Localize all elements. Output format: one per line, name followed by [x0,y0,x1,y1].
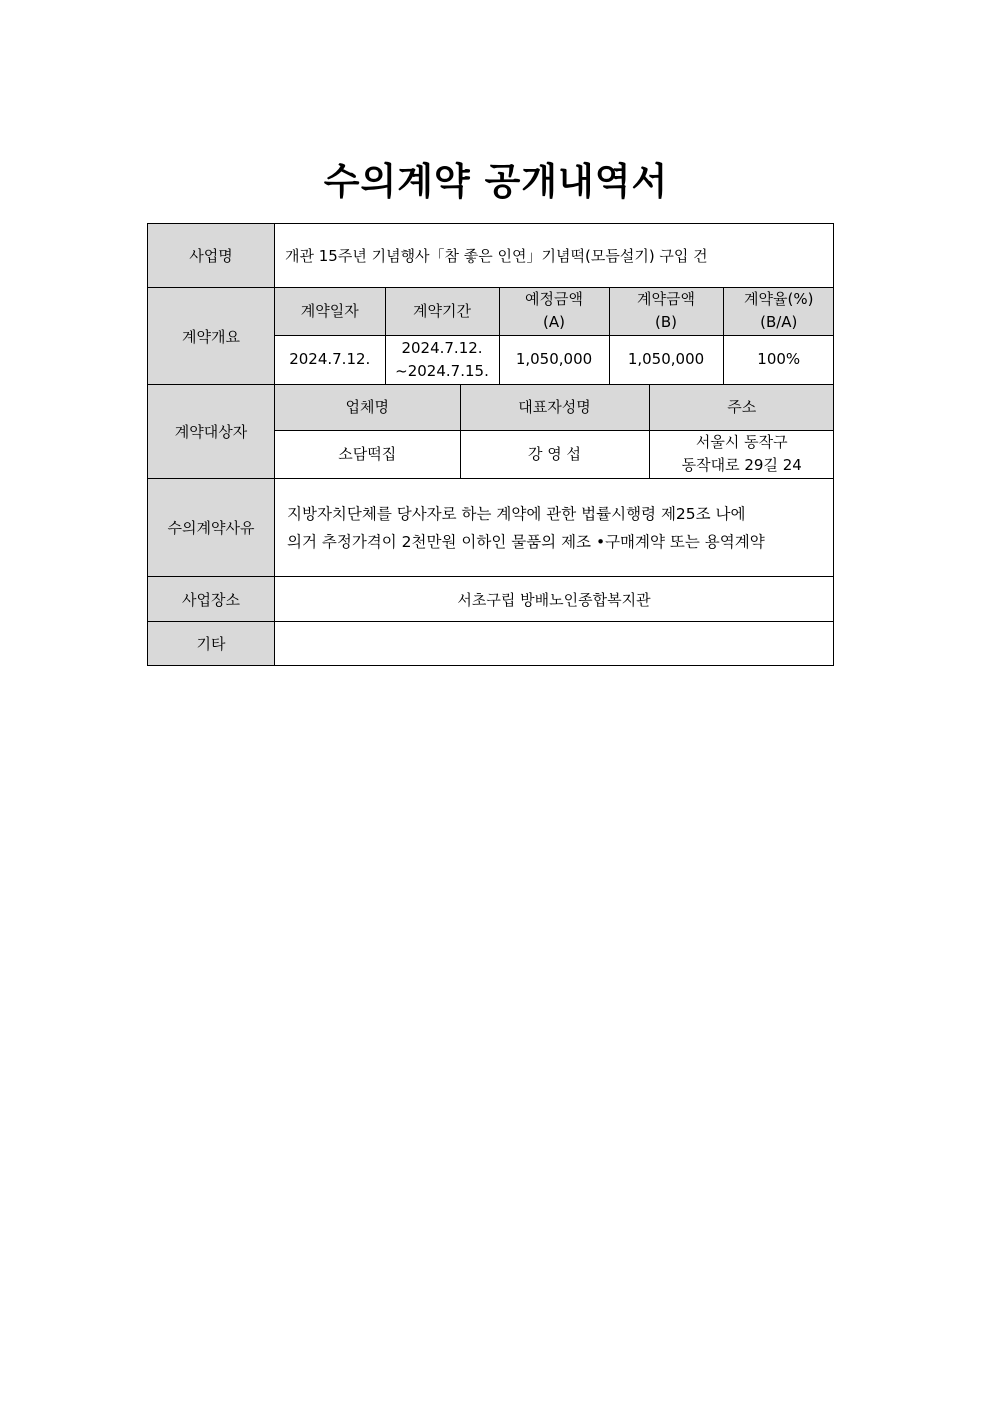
value-period-end: ~2024.7.15. [395,361,489,380]
other-label: 기타 [148,622,275,666]
row-location [148,577,834,622]
header-contract-date: 계약일자 [275,288,385,335]
disclosure-table [147,223,834,666]
value-period-start: 2024.7.12. [401,338,483,357]
header-representative: 대표자성명 [460,385,649,430]
project-name-value: 개관 15주년 기념행사「참 좋은 인연」기념떡(모듬설기) 구입 건 [275,224,834,288]
contractor-cell [275,385,834,479]
location-label: 사업장소 [148,577,275,622]
document-title: 수의계약 공개내역서 [323,160,669,203]
value-address [649,430,834,478]
reason-line1: 지방자치단체를 당사자로 하는 계약에 관한 법률시행령 제25조 나에 [287,504,746,523]
address-line1: 서울시 동작구 [695,433,788,452]
row-other [148,622,834,666]
contract-summary-label: 계약개요 [148,288,275,385]
value-contract-amount: 1,050,000 [609,335,723,384]
value-contract-period [385,335,499,384]
address-line2: 동작대로 29길 24 [681,456,802,475]
row-reason [148,479,834,577]
header-estimated-line1: 예정금액 [525,290,583,309]
row-project-name [148,224,834,288]
header-estimated-amount [499,288,609,335]
header-rate-line2: (B/A) [760,313,798,332]
header-company-name: 업체명 [275,385,460,430]
value-estimated-amount: 1,050,000 [499,335,609,384]
reason-label: 수의계약사유 [148,479,275,577]
value-company-name: 소담떡집 [338,444,397,463]
header-address: 주소 [649,385,834,430]
header-contract-rate [723,288,834,335]
value-contract-date: 2024.7.12. [289,350,371,369]
header-contract-amount [609,288,723,335]
contractor-label: 계약대상자 [148,385,275,479]
value-representative: 강 영 섭 [460,430,649,478]
header-amount-line1: 계약금액 [637,290,695,309]
location-value: 서초구립 방배노인종합복지관 [275,577,834,622]
project-name-label: 사업명 [148,224,275,288]
header-amount-line2: (B) [655,313,677,332]
header-rate-line1: 계약율(%) [744,290,814,309]
contract-summary-cell [275,288,834,385]
value-contract-rate: 100% [723,335,834,384]
other-value [275,622,834,666]
contract-summary-table [275,288,834,384]
reason-value [275,479,834,577]
header-estimated-line2: (A) [543,313,565,332]
row-contract-summary [148,288,834,385]
reason-line2: 의거 추정가격이 2천만원 이하인 물품의 제조 •구매계약 또는 용역계약 [287,532,765,551]
header-contract-period: 계약기간 [385,288,499,335]
row-contractor [148,385,834,479]
contractor-table [275,385,834,478]
